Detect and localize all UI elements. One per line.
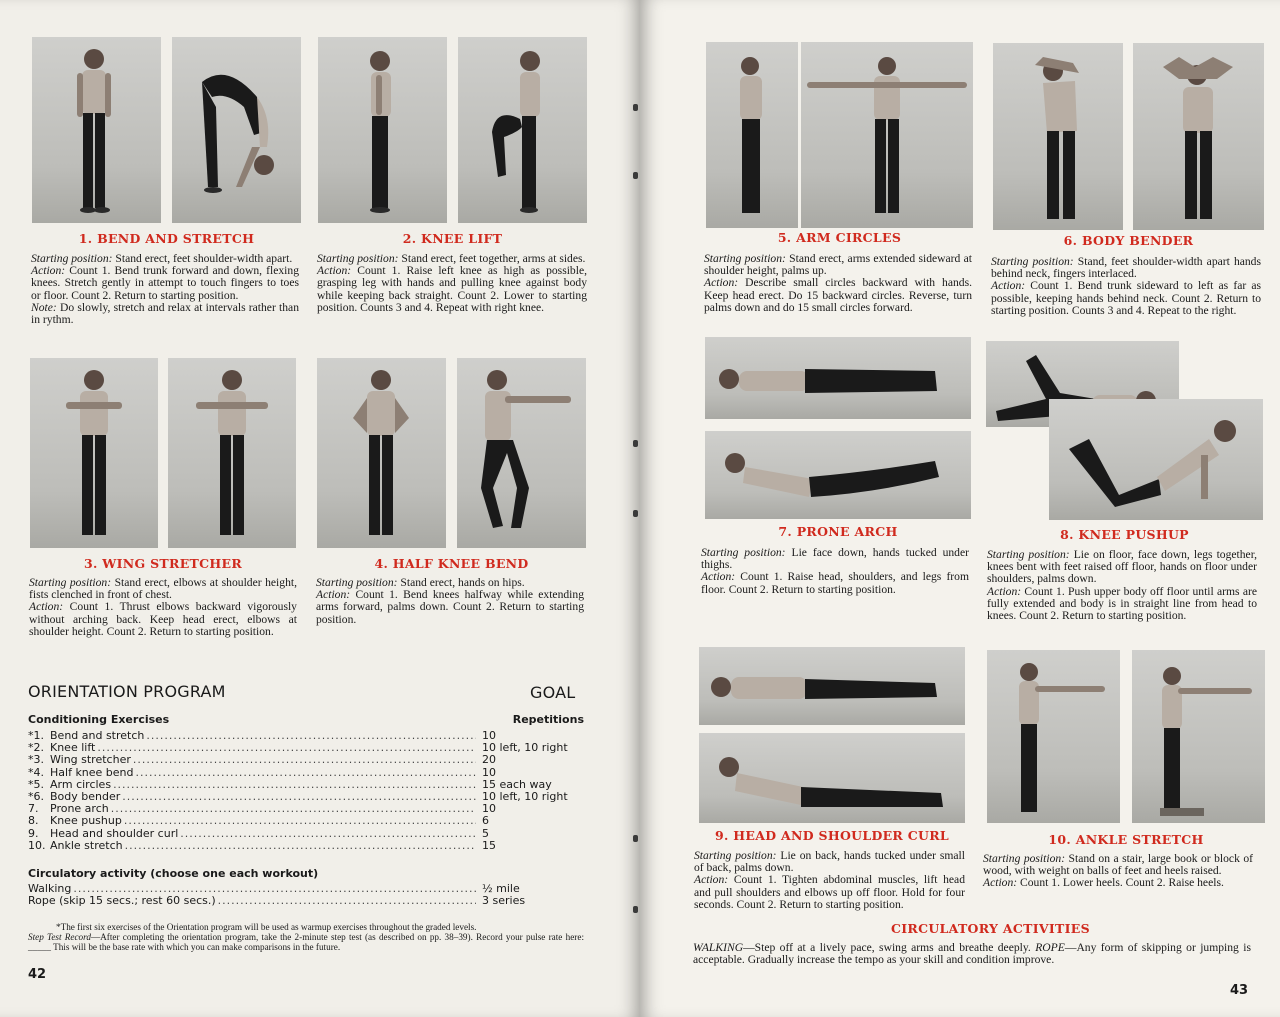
starting-label: Starting position: xyxy=(31,252,113,265)
starting-text: Stand erect, feet shoulder-width apart. xyxy=(115,252,293,265)
program-row xyxy=(28,791,584,803)
rope-text: —Any form of skipping or jumping is acceptable. Gradually increase the tempo as your skill and condition improve. xyxy=(693,941,1251,967)
exercise-5-description xyxy=(704,253,972,314)
repetitions-header: Repetitions xyxy=(512,713,584,726)
exercise-7-description xyxy=(701,547,969,596)
starting-label: Starting position: xyxy=(701,546,786,559)
starting-label: Starting position: xyxy=(316,576,398,589)
knee-pushup-up-illustration xyxy=(1049,399,1263,520)
starting-text: Stand erect, elbows at shoulder height, fists clenched in front of chest. xyxy=(29,576,297,602)
action-label: Action: xyxy=(987,584,1022,598)
leader-dots xyxy=(124,815,476,827)
program-row xyxy=(28,815,584,827)
action-label: Action: xyxy=(29,600,64,614)
leader-dots xyxy=(180,828,476,840)
exercise-10-description xyxy=(983,853,1253,890)
row-name: Walking xyxy=(28,882,72,895)
rope-label: ROPE xyxy=(1035,941,1065,954)
action-label: Action: xyxy=(991,279,1026,293)
starting-label: Starting position: xyxy=(991,255,1074,268)
binding-hole xyxy=(633,510,638,517)
starting-text: Lie face down, hands tucked under thighs. xyxy=(701,546,969,572)
row-name: Wing stretcher xyxy=(50,753,131,767)
leader-dots xyxy=(218,895,476,907)
side-standing-man-illustration xyxy=(706,42,798,228)
action-text: Count 1. Raise head, shoulders, and legs from floor. Count 2. Return to starting position. xyxy=(701,570,969,596)
program-title: ORIENTATION PROGRAM xyxy=(28,682,226,701)
row-num: *6. xyxy=(28,789,44,803)
photo-knee-lift-raised xyxy=(458,37,587,223)
photo-knee-lift-standing xyxy=(318,37,447,223)
exercise-1-description xyxy=(31,253,299,326)
exercise-9-description xyxy=(694,850,965,911)
row-reps: 10 left, 10 right xyxy=(482,741,568,755)
row-num: 8. xyxy=(28,814,39,828)
row-reps: 10 xyxy=(482,729,496,742)
row-goal: 3 series xyxy=(482,894,526,908)
action-label: Action: xyxy=(316,588,351,602)
action-text: Count 1. Bend trunk forward and down, flexing knees. Stretch gently in attempt to touch fingers to toes or floor. Count 2. Return to starting position. xyxy=(31,264,299,302)
starting-text: Lie on floor, face down, legs together, knees bent with feet raised off floor, hands on floor under shoulders, palms down. xyxy=(987,548,1257,586)
photo-arm-circles-front xyxy=(801,42,973,228)
exercise-5-title: 5. ARM CIRCLES xyxy=(777,230,902,245)
step-test-text: —After completing the orientation program, take the 2-minute step test (as described on pp. 38–39). Record your pulse rate here: _____ This will be the base rate with which you can make comparisons in the future. xyxy=(28,932,584,953)
photo-body-bender-right xyxy=(1133,43,1264,230)
photo-body-bender-left xyxy=(993,43,1123,230)
exercise-2-description xyxy=(317,253,587,314)
action-text: Count 1. Lower heels. Count 2. Raise heels. xyxy=(1020,876,1224,890)
action-text: Count 1. Tighten abdominal muscles, lift head and pull shoulders and elbows up off floor. Hold for four seconds. Count 2. Return to starting position. xyxy=(694,873,965,911)
row-name: Half knee bend xyxy=(50,765,134,779)
footnotes xyxy=(28,922,584,953)
note-label: Note: xyxy=(31,300,57,314)
goal-label: GOAL xyxy=(530,683,576,702)
circulatory-header: Circulatory activity (choose one each workout) xyxy=(28,867,319,880)
action-text: Count 1. Thrust elbows backward vigorously without arching back. Keep head erect, elbows at shoulder height. Count 2. Return to starting position. xyxy=(29,600,297,638)
photo-wing-stretcher-front xyxy=(30,358,158,548)
half-squat-man-illustration xyxy=(457,358,586,548)
starting-label: Starting position: xyxy=(987,548,1070,561)
photo-knee-pushup-up xyxy=(1049,399,1263,520)
row-name: Ankle stretch xyxy=(50,838,123,852)
leader-dots xyxy=(133,754,476,766)
action-label: Action: xyxy=(317,264,352,278)
exercise-2-title: 2. KNEE LIFT xyxy=(402,231,503,246)
starting-text: Stand erect, hands on hips. xyxy=(400,576,525,589)
circulatory-list xyxy=(28,868,584,907)
starting-text: Stand erect, feet together, arms at sides. xyxy=(401,252,586,265)
exercise-6-description xyxy=(991,256,1261,317)
action-text: Count 1. Bend trunk sideward to left as far as possible, keeping hands behind neck. Count 2. Return to starting position. Counts 3 and 4. Repeat to the right. xyxy=(991,279,1261,317)
photo-bend-stretch-bending xyxy=(172,37,301,223)
starting-text: Stand on a stair, large book or block of wood, with weight on balls of feet and heels raised. xyxy=(983,852,1253,878)
exercise-8-description xyxy=(987,549,1257,622)
knee-lift-man-illustration xyxy=(458,37,587,223)
ankle-stretch-man-illustration xyxy=(987,650,1120,823)
program-row xyxy=(28,754,584,766)
leader-dots xyxy=(125,840,476,852)
photo-ankle-stretch-down xyxy=(987,650,1120,823)
starting-label: Starting position: xyxy=(317,252,399,265)
photo-bend-stretch-standing xyxy=(32,37,161,223)
row-name: Knee lift xyxy=(50,741,96,755)
exercise-4-description xyxy=(316,577,584,626)
walking-label: WALKING xyxy=(693,941,744,954)
photo-prone-arch-down xyxy=(705,337,971,419)
page-number-left: 42 xyxy=(28,967,47,982)
action-text: Count 1. Push upper body off floor until arms are fully extended and body is in straight line from head to knees. Count 2. Return to starting position. xyxy=(987,584,1257,623)
footnote-warmup: *The first six exercises of the Orientation program will be used as warmup exercises throughout the graded levels. xyxy=(56,922,477,932)
binding-hole xyxy=(633,906,638,913)
action-label: Action: xyxy=(704,276,739,290)
exercise-4-title: 4. HALF KNEE BEND xyxy=(374,556,529,571)
row-name: Head and shoulder curl xyxy=(50,826,179,840)
action-label: Action: xyxy=(701,570,736,584)
exercise-10-title: 10. ANKLE STRETCH xyxy=(1048,832,1204,847)
note-text: Do slowly, stretch and relax at intervals rather than in rythm. xyxy=(31,300,299,327)
ankle-raise-man-illustration xyxy=(1132,650,1265,823)
wing-stretcher-man-illustration xyxy=(30,358,158,548)
hands-behind-neck-man-illustration xyxy=(1133,43,1264,230)
photo-head-shoulder-curl-down xyxy=(699,647,965,725)
action-text: Describe small circles backward with hands. Keep head erect. Do 15 backward circles. Reverse, turn palms down and do 15 small circles forward. xyxy=(704,276,972,314)
program-row xyxy=(28,767,584,779)
conditioning-header: Conditioning Exercises xyxy=(28,713,170,726)
leader-dots xyxy=(146,730,476,742)
supine-man-illustration xyxy=(699,647,965,725)
starting-text: Lie on back, hands tucked under small of back, palms down. xyxy=(694,849,965,875)
starting-text: Stand, feet shoulder-width apart hands behind neck, fingers interlaced. xyxy=(991,255,1261,281)
row-num: *1. xyxy=(28,729,44,742)
row-name: Knee pushup xyxy=(50,814,122,828)
step-test-label: Step Test Record xyxy=(28,932,91,943)
leader-dots xyxy=(122,791,476,803)
hands-on-hips-man-illustration xyxy=(317,358,446,548)
row-reps: 10 xyxy=(482,802,496,816)
leader-dots xyxy=(97,742,476,754)
action-label: Action: xyxy=(694,873,729,887)
action-label: Action: xyxy=(31,264,66,278)
row-num: *4. xyxy=(28,765,44,779)
leader-dots xyxy=(136,767,476,779)
starting-label: Starting position: xyxy=(983,852,1066,865)
binding-hole xyxy=(633,440,638,447)
curl-up-man-illustration xyxy=(699,733,965,823)
row-num: 10. xyxy=(28,838,46,852)
row-reps: 15 each way xyxy=(482,777,552,791)
circulatory-activities-text xyxy=(693,942,1251,967)
photo-head-shoulder-curl-up xyxy=(699,733,965,823)
exercise-3-title: 3. WING STRETCHER xyxy=(83,556,243,571)
row-num: 7. xyxy=(28,802,39,816)
row-name: Arm circles xyxy=(50,777,112,791)
binding-hole xyxy=(633,104,638,111)
side-bend-man-illustration xyxy=(993,43,1123,230)
program-row xyxy=(28,840,584,852)
row-reps: 10 left, 10 right xyxy=(482,789,568,803)
binding-hole xyxy=(633,172,638,179)
action-label: Action: xyxy=(983,876,1018,890)
conditioning-list xyxy=(28,714,584,852)
exercise-1-title: 1. BEND AND STRETCH xyxy=(78,231,255,246)
row-num: *5. xyxy=(28,777,44,791)
leader-dots xyxy=(113,779,476,791)
exercise-6-title: 6. BODY BENDER xyxy=(1063,233,1194,248)
row-reps: 15 xyxy=(482,838,496,852)
row-reps: 5 xyxy=(482,826,489,840)
row-name: Bend and stretch xyxy=(50,729,145,742)
binding-hole xyxy=(633,835,638,842)
starting-text: Stand erect, arms extended sideward at shoulder height, palms up. xyxy=(704,252,972,278)
arched-man-illustration xyxy=(705,431,971,519)
row-num: 9. xyxy=(28,826,39,840)
action-text: Count 1. Bend knees halfway while extending arms forward, palms down. Count 2. Return to starting position. xyxy=(316,588,584,626)
action-text: Count 1. Raise left knee as high as possible, grasping leg with hands and pulling knee against body while keeping back straight. Count 2. Lower to starting position. Counts 3 and 4. Repeat with right knee. xyxy=(317,264,587,314)
circulatory-header-row xyxy=(28,868,584,883)
row-name: Body bender xyxy=(50,789,121,803)
row-reps: 20 xyxy=(482,753,496,767)
photo-half-knee-bend-bent xyxy=(457,358,586,548)
wing-stretcher-man-illustration-2 xyxy=(168,358,296,548)
leader-dots xyxy=(111,803,476,815)
exercise-3-description xyxy=(29,577,297,638)
program-row xyxy=(28,828,584,840)
row-name: Prone arch xyxy=(50,802,109,816)
starting-label: Starting position: xyxy=(704,252,786,265)
starting-label: Starting position: xyxy=(29,576,112,589)
photo-ankle-stretch-up xyxy=(1132,650,1265,823)
exercise-9-title: 9. HEAD AND SHOULDER CURL xyxy=(715,828,949,843)
walking-text: —Step off at a lively pace, swing arms and breathe deeply. xyxy=(743,941,1031,954)
page-43 xyxy=(640,0,1280,1017)
side-standing-man-illustration xyxy=(318,37,447,223)
row-reps: 10 xyxy=(482,765,496,779)
footnote-step-test xyxy=(28,932,584,952)
photo-half-knee-bend-standing xyxy=(317,358,446,548)
row-reps: 6 xyxy=(482,814,489,828)
photo-arm-circles-side xyxy=(706,42,798,228)
bending-man-illustration xyxy=(172,37,301,223)
row-goal: ½ mile xyxy=(482,882,520,895)
row-num: *2. xyxy=(28,741,44,755)
conditioning-header-row xyxy=(28,714,584,730)
row-name: Rope (skip 15 secs.; rest 60 secs.) xyxy=(28,894,216,908)
circulatory-activities-title: CIRCULATORY ACTIVITIES xyxy=(891,921,1090,936)
starting-label: Starting position: xyxy=(694,849,777,862)
page-number-right: 43 xyxy=(1230,983,1249,998)
exercise-7-title: 7. PRONE ARCH xyxy=(778,524,898,539)
circulatory-row xyxy=(28,895,584,907)
arms-extended-man-illustration xyxy=(801,42,973,228)
photo-wing-stretcher-back xyxy=(168,358,296,548)
standing-man-illustration xyxy=(32,37,161,223)
prone-man-illustration xyxy=(705,337,971,419)
photo-prone-arch-up xyxy=(705,431,971,519)
row-num: *3. xyxy=(28,753,44,767)
exercise-8-title: 8. KNEE PUSHUP xyxy=(1060,527,1189,542)
